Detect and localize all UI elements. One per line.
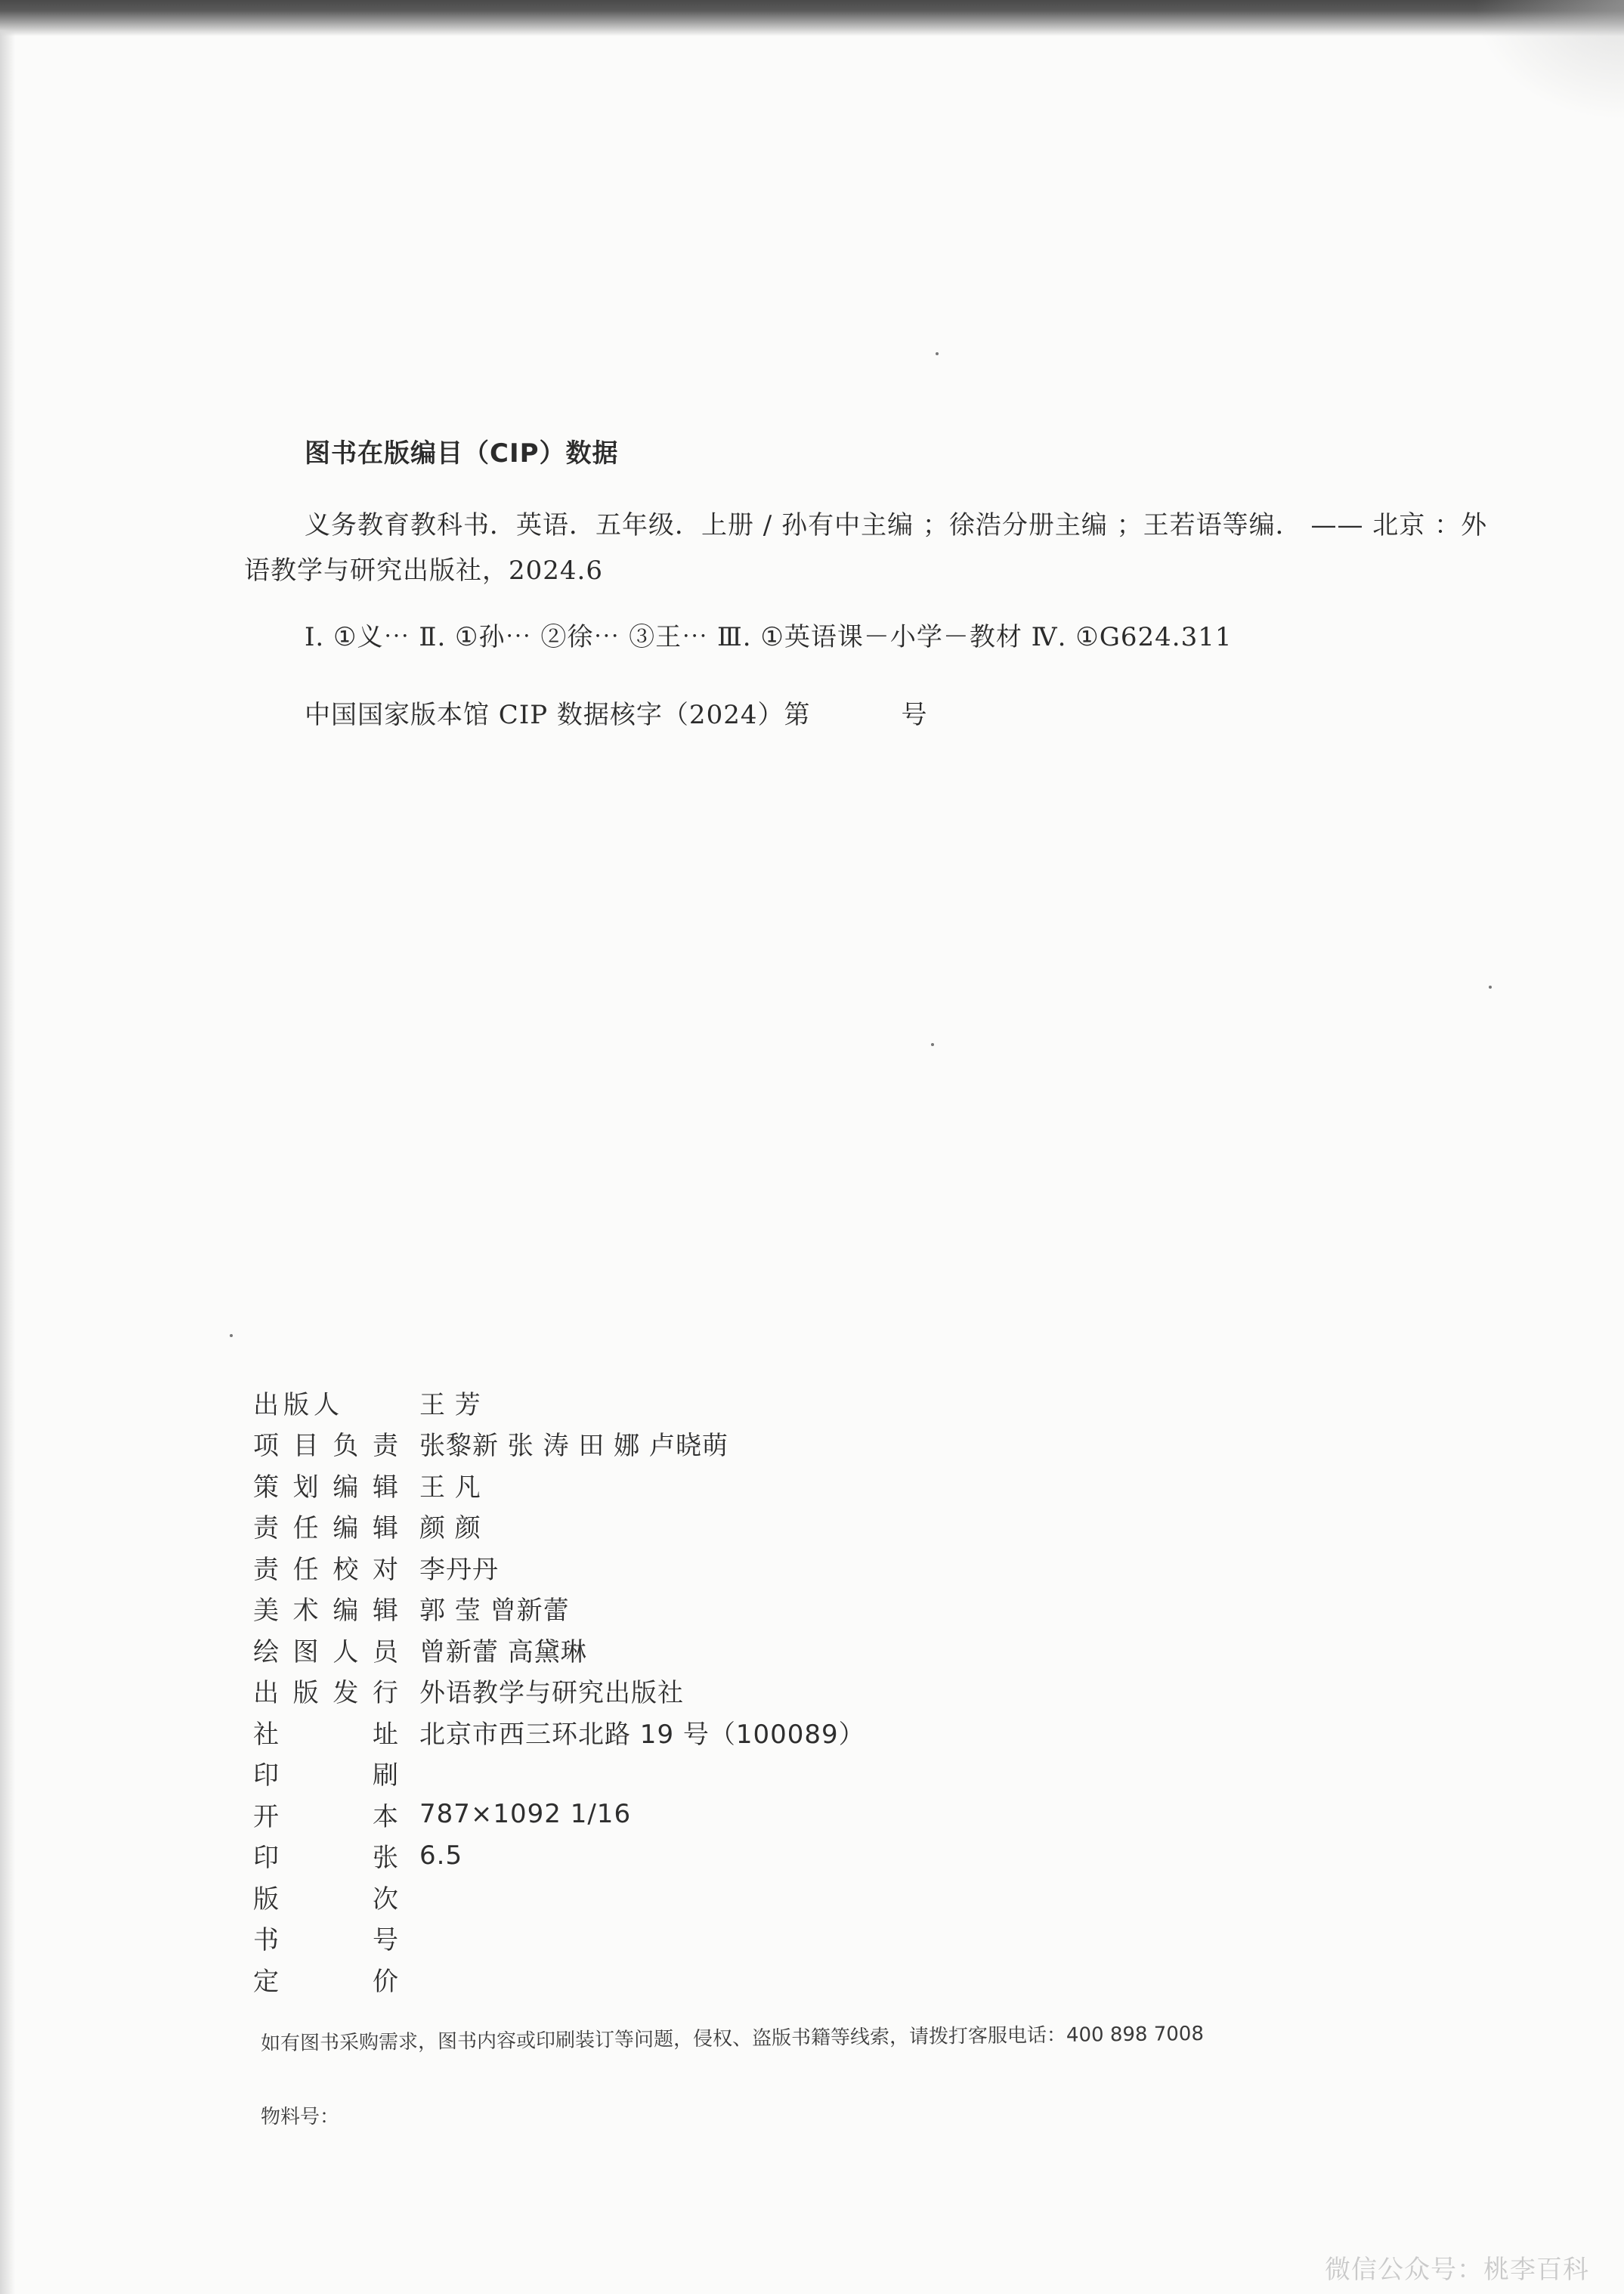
imprint-row [253,1918,865,1959]
imprint-value: 郭 莹 曾新蕾 [419,1596,570,1627]
cip-classification: Ⅰ. ①义⋯ Ⅱ. ①孙⋯ ②徐⋯ ③王⋯ Ⅲ. ①英语课－小学－教材 Ⅳ. ①G624.311 [305,622,1233,652]
imprint-list [253,1382,865,2000]
imprint-value: 6.5 [419,1840,463,1871]
imprint-row [253,1835,865,1877]
cip-record-prefix: 中国国家版本馆 CIP 数据核字（2024）第 [305,700,811,730]
scan-left-edge [0,30,15,2294]
cip-record-suffix: 号 [901,700,928,730]
imprint-row [253,1670,865,1712]
scan-corner-shadow [1473,0,1624,121]
imprint-label: 印 刷 [253,1760,398,1791]
scan-top-edge [0,0,1624,36]
imprint-label: 项 目 负 责 [253,1431,398,1462]
imprint-row [253,1423,865,1465]
imprint-row [253,1382,865,1423]
imprint-row [253,1546,865,1588]
imprint-row [253,1753,865,1794]
imprint-row [253,1876,865,1918]
cip-heading: 图书在版编目（CIP）数据 [305,438,619,469]
watermark: 微信公众号：桃李百科 [1325,2255,1589,2285]
imprint-label: 出 版 发 行 [253,1678,398,1709]
imprint-value: 颜 颜 [419,1513,481,1544]
imprint-row [253,1711,865,1753]
imprint-label: 策 划 编 辑 [253,1472,398,1503]
imprint-label: 社 址 [253,1719,398,1750]
scan-speck [931,1043,934,1046]
imprint-value: 外语教学与研究出版社 [419,1678,684,1709]
material-number-label: 物料号： [261,2106,340,2128]
imprint-row [253,1506,865,1547]
imprint-value: 曾新蕾 高黛琳 [419,1636,587,1667]
imprint-label: 出 版 人 [253,1389,339,1420]
imprint-value: 王 芳 [419,1389,481,1420]
imprint-label: 美 术 编 辑 [253,1596,398,1627]
scan-speck [936,352,939,355]
imprint-label: 责 任 编 辑 [253,1513,398,1544]
imprint-value: 北京市西三环北路 19 号（100089） [419,1719,865,1750]
imprint-value: 787×1092 1/16 [419,1799,632,1830]
cip-record-number [305,694,927,731]
scan-speck [1489,986,1492,989]
imprint-label: 印 张 [253,1843,398,1874]
imprint-label: 版 次 [253,1884,398,1915]
scan-speck [230,1334,233,1337]
customer-service-notice: 如有图书采购需求，图书内容或印刷装订等问题，侵权、盗版书籍等线索，请拨打客服电话：400 898 7008 [260,2022,1205,2055]
imprint-label: 定 价 [253,1966,398,1997]
imprint-value: 李丹丹 [419,1554,499,1585]
imprint-row [253,1958,865,2000]
imprint-label: 责 任 校 对 [253,1554,398,1585]
imprint-value: 王 凡 [419,1472,481,1503]
imprint-label: 书 号 [253,1925,398,1956]
imprint-label: 绘 图 人 员 [253,1636,398,1667]
imprint-row [253,1629,865,1670]
cip-description: 义务教育教科书．英语．五年级．上册 / 孙有中主编 ；徐浩分册主编 ；王若语等编． —— 北京 ：外语教学与研究出版社，2024.6 [244,510,1488,586]
imprint-row [253,1794,865,1835]
imprint-label: 开 本 [253,1801,398,1832]
imprint-row [253,1588,865,1630]
imprint-value: 张黎新 张 涛 田 娜 卢晓萌 [419,1431,729,1462]
imprint-row [253,1464,865,1506]
